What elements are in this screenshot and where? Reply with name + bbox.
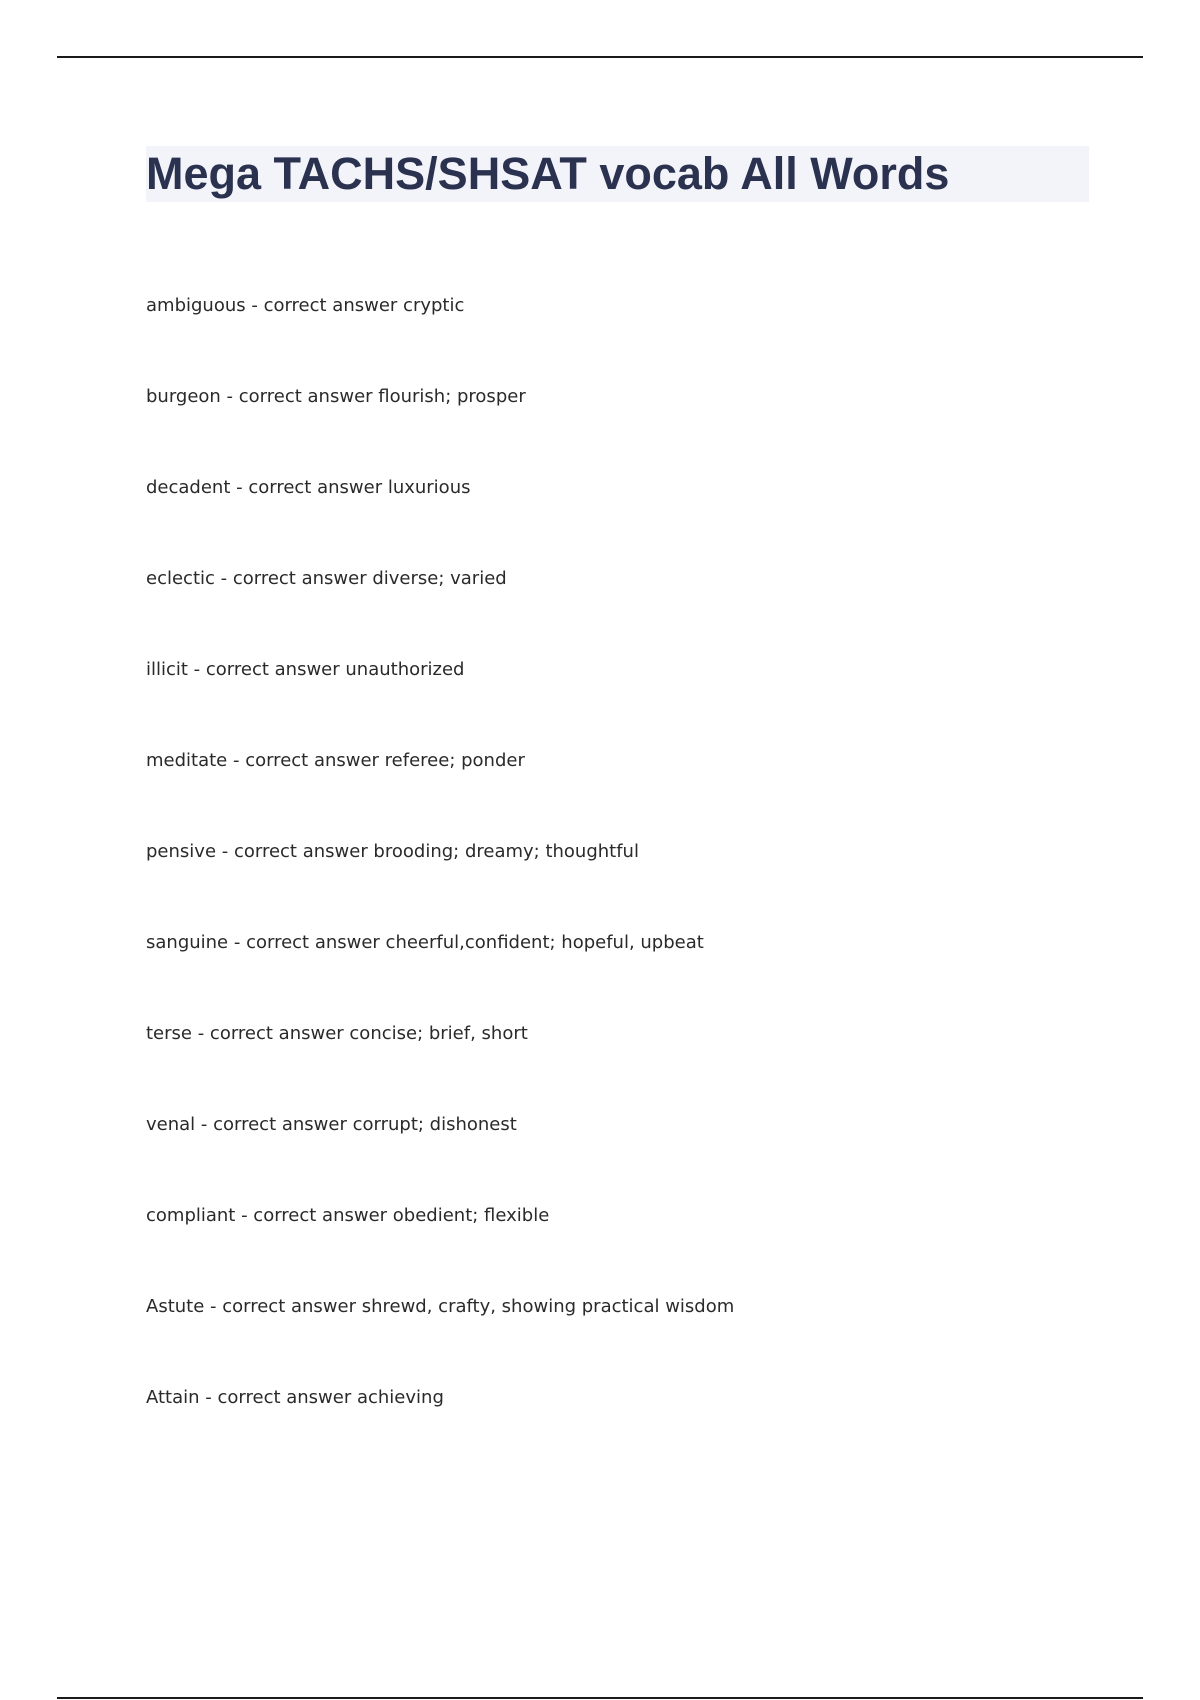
vocab-entry: venal - correct answer corrupt; dishonest: [146, 1114, 517, 1135]
bottom-rule: [57, 1697, 1143, 1699]
vocab-entry: Astute - correct answer shrewd, crafty, showing practical wisdom: [146, 1296, 735, 1317]
vocab-entry: pensive - correct answer brooding; dreamy; thoughtful: [146, 841, 639, 862]
vocab-entry: meditate - correct answer referee; ponder: [146, 750, 525, 771]
vocab-entry: compliant - correct answer obedient; flexible: [146, 1205, 550, 1226]
vocab-entry: sanguine - correct answer cheerful,confident; hopeful, upbeat: [146, 932, 704, 953]
vocab-entry: decadent - correct answer luxurious: [146, 477, 471, 498]
top-rule: [57, 56, 1143, 58]
vocab-entry: ambiguous - correct answer cryptic: [146, 295, 465, 316]
vocab-entry: illicit - correct answer unauthorized: [146, 659, 465, 680]
vocab-entry: Attain - correct answer achieving: [146, 1387, 444, 1408]
vocab-entry: eclectic - correct answer diverse; varied: [146, 568, 507, 589]
vocab-list: [146, 294, 734, 1477]
vocab-entry: burgeon - correct answer flourish; prosper: [146, 386, 526, 407]
page-title: Mega TACHS/SHSAT vocab All Words: [146, 148, 950, 199]
vocab-entry: terse - correct answer concise; brief, short: [146, 1023, 528, 1044]
